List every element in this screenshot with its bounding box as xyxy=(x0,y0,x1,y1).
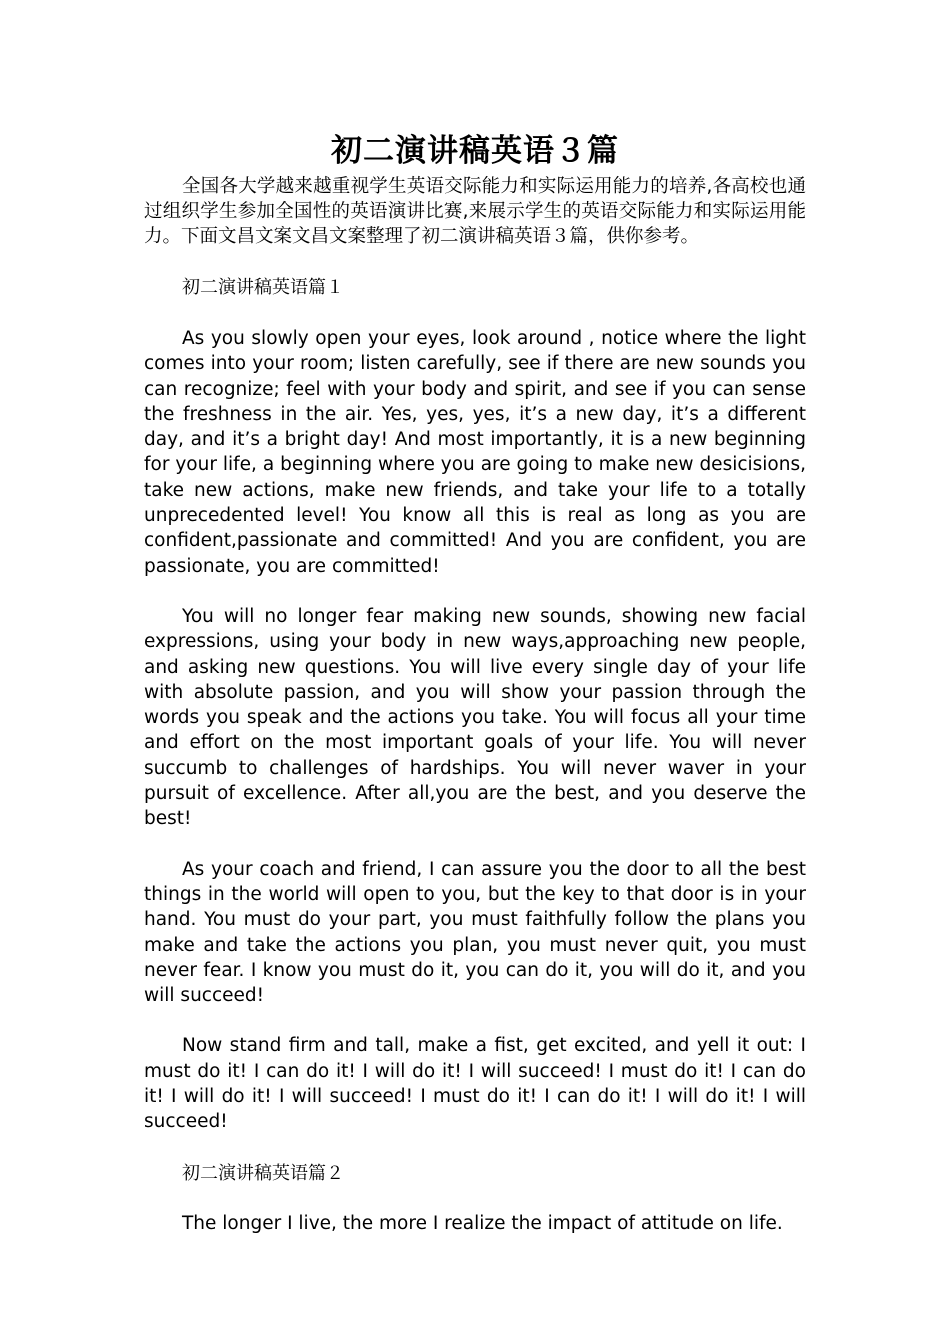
body-paragraph: As you slowly open your eyes, look around , notice where the light comes into your room; listen carefully, see if there are new sounds you can recognize; feel with your body and spirit, and see if you can sense the freshness in the air. Yes, yes, yes, it’s a new day, it’s a different day, and it’s a bright day! And most importantly, it is a new beginning for your life, a beginning where you are going to make new desicisions, take new actions, make new friends, and take your life to a totally unprecedented level! You know all this is real as long as you are confident,passionate and committed! And you are confident, you are passionate, you are committed! xyxy=(144,328,806,577)
body-paragraph: You will no longer fear making new sounds, showing new facial expressions, using your body in new ways,approaching new people, and asking new questions. You will live every single day of your life with absolute passion, and you will show your passion through the words you speak and the actions you take. You will focus all your time and effort on the most important goals of your life. You will never succumb to challenges of hardships. You will never waver in your pursuit of excellence. After all,you are the best, and you deserve the best! xyxy=(144,605,806,830)
body-paragraph: The longer I live, the more I realize the impact of attitude on life. xyxy=(182,1212,783,1234)
body-paragraph: Now stand firm and tall, make a fist, get excited, and yell it out: I must do it! I can do it! I will do it! I will succeed! I must do it! I can do it! I will do it! I will succeed! I must do it! I can do it! I will do it! I will succeed! xyxy=(144,1035,806,1133)
intro-paragraph: 全国各大学越来越重视学生英语交际能力和实际运用能力的培养,各高校也通过组织学生参加全国性的英语演讲比赛,来展示学生的英语交际能力和实际运用能力。下面文昌文案文昌文案整理了初二演讲稿英语３篇，供你参考。 xyxy=(144,176,806,247)
document-page xyxy=(144,128,806,1236)
section-heading-1: 初二演讲稿英语篇１ xyxy=(182,277,344,298)
document-title: 初二演讲稿英语３篇 xyxy=(331,133,619,169)
section-heading-2: 初二演讲稿英语篇２ xyxy=(182,1162,344,1184)
body-paragraph: As your coach and friend, I can assure you the door to all the best things in the world will open to you, but the key to that door is in your hand. You must do your part, you must faithfully follow the plans you make and take the actions you plan, you must never quit, you must never fear. I know you must do it, you can do it, you will do it, and you will succeed! xyxy=(144,858,806,1007)
